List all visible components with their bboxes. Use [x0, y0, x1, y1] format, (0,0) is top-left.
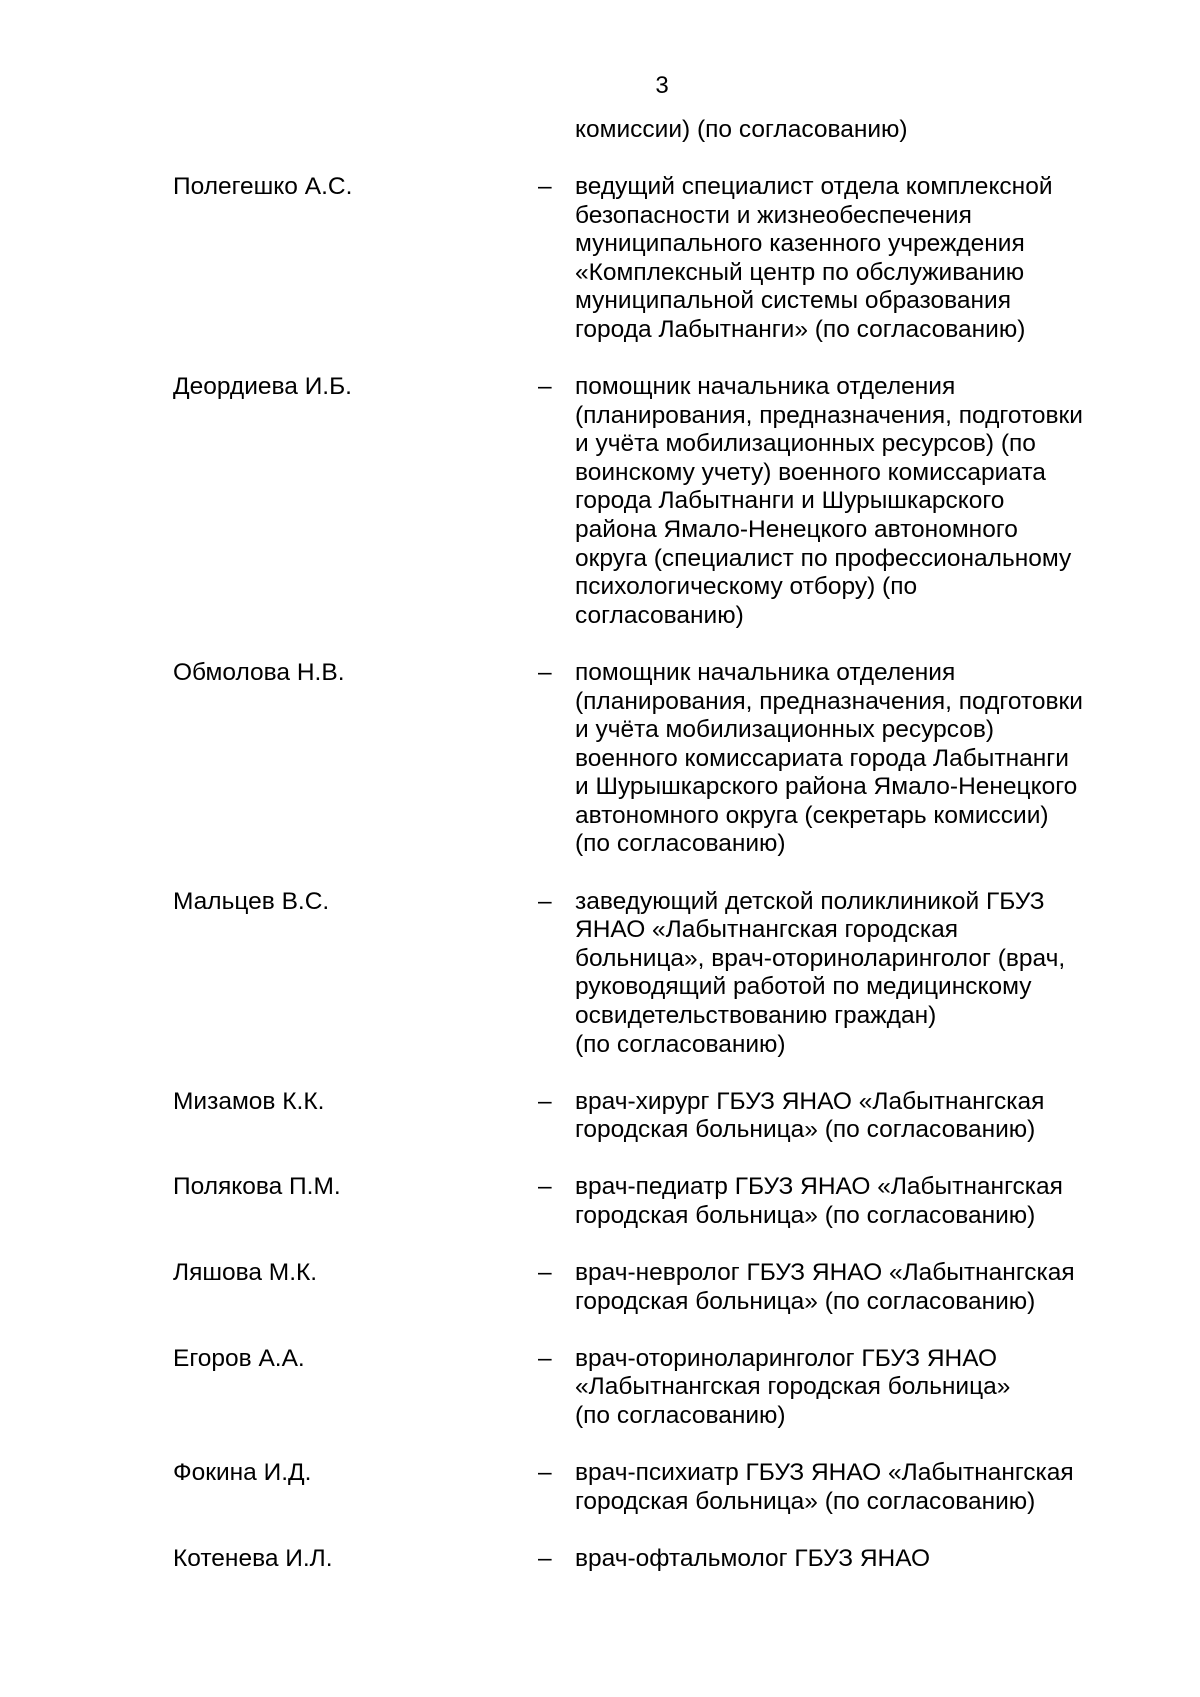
member-name: Мальцев В.С.: [173, 887, 330, 915]
member-name: Котенева И.Л.: [173, 1544, 333, 1572]
member-role: заведующий детской поликлиникой ГБУЗ ЯНАО «Лабытнангская городская больница», врач-оториноларинголог (врач, руководящий работой по медицинскому освидетельствованию граждан) (по согласованию): [575, 887, 1066, 1058]
member-entry: [0, 173, 1200, 345]
dash-separator: –: [538, 1173, 552, 1201]
member-entry: [0, 1459, 1200, 1516]
dash-separator: –: [538, 1458, 552, 1486]
member-role: ведущий специалист отдела комплексной безопасности и жизнеобеспечения муниципального казенного учреждения «Комплексный центр по обслуживанию муниципальной системы образования города Лабытнанги» (по согласованию): [575, 173, 1053, 343]
dash-separator: –: [538, 887, 552, 915]
member-name: Полегешко А.С.: [173, 173, 353, 200]
member-role: помощник начальника отделения (планирования, предназначения, подготовки и учёта мобилизационных ресурсов) (по воинскому учету) военного комиссариата города Лабытнанги и Шурышкарского района Ямало-Ненецкого автономного округа (специалист по профессиональному психологическому отбору) (по согласованию): [575, 373, 1083, 629]
member-entry: [0, 1173, 1200, 1230]
member-entry: [0, 373, 1200, 630]
member-entry: [0, 1088, 1200, 1145]
member-name: Фокина И.Д.: [173, 1458, 312, 1486]
dash-separator: –: [538, 1259, 552, 1286]
dash-separator: –: [538, 1544, 552, 1572]
member-list: [0, 173, 1200, 1602]
dash-separator: –: [538, 658, 552, 686]
member-name: Обмолова Н.В.: [173, 658, 345, 686]
member-name: Деордиева И.Б.: [173, 373, 352, 401]
member-role: помощник начальника отделения (планирования, предназначения, подготовки и учёта мобилизационных ресурсов) военного комиссариата города Лабытнанги и Шурышкарского района Ямало-Ненецкого автономного округа (секретарь комиссии) (по согласованию): [575, 658, 1083, 858]
dash-separator: –: [538, 1344, 552, 1372]
dash-separator: –: [538, 373, 552, 401]
member-name: Полякова П.М.: [173, 1173, 341, 1201]
member-entry: [0, 1345, 1200, 1431]
continuation-text: комиссии) (по согласованию): [575, 116, 908, 143]
member-role: врач-оториноларинголог ГБУЗ ЯНАО «Лабытнангская городская больница» (по согласованию): [575, 1344, 1011, 1429]
member-name: Егоров А.А.: [173, 1344, 305, 1372]
member-role: врач-офтальмолог ГБУЗ ЯНАО: [575, 1544, 931, 1572]
member-role: врач-невролог ГБУЗ ЯНАО «Лабытнангская городская больница» (по согласованию): [575, 1259, 1075, 1315]
member-entry: [0, 1259, 1200, 1316]
member-role: врач-педиатр ГБУЗ ЯНАО «Лабытнангская городская больница» (по согласованию): [575, 1173, 1063, 1229]
member-entry: [0, 888, 1200, 1060]
member-name: Мизамов К.К.: [173, 1087, 325, 1115]
member-name: Ляшова М.К.: [173, 1259, 318, 1286]
member-entry: [0, 1545, 1200, 1574]
member-entry: [0, 659, 1200, 859]
member-role: врач-хирург ГБУЗ ЯНАО «Лабытнангская городская больница» (по согласованию): [575, 1087, 1045, 1144]
page-number: 3: [655, 72, 669, 99]
member-role: врач-психиатр ГБУЗ ЯНАО «Лабытнангская городская больница» (по согласованию): [575, 1458, 1074, 1515]
dash-separator: –: [538, 1087, 552, 1115]
dash-separator: –: [538, 173, 552, 200]
